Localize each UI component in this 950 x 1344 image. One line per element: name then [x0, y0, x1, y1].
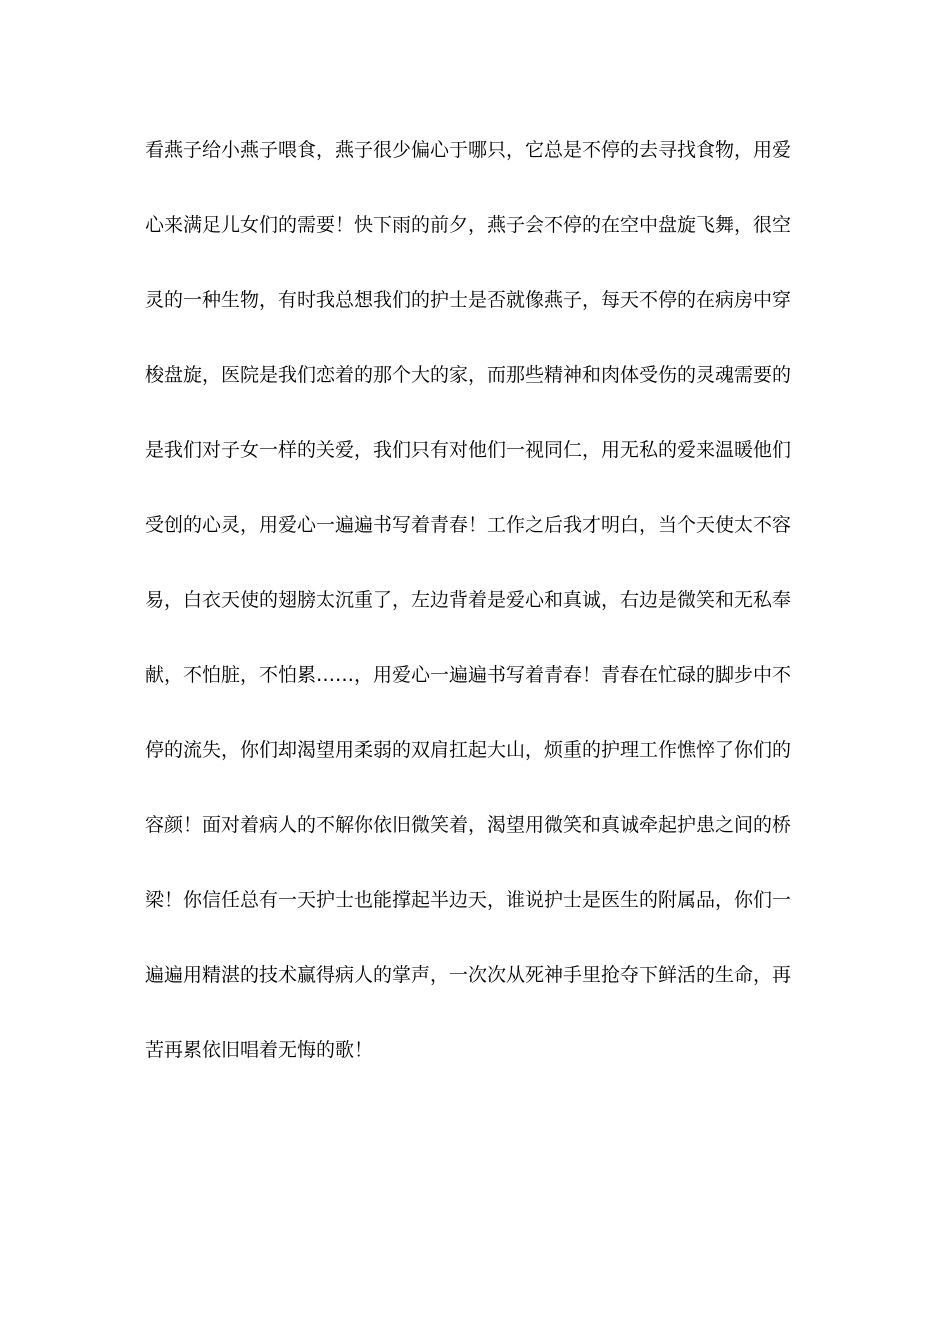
paragraph-line: 梁！你信任总有一天护士也能撑起半边天，谁说护士是医生的附属品，你们一	[145, 889, 792, 911]
paragraph-line: 易，白衣天使的翅膀太沉重了，左边背着是爱心和真诚，右边是微笑和无私奉	[145, 589, 792, 611]
paragraph-line: 遍遍用精湛的技术赢得病人的掌声，一次次从死神手里抢夺下鲜活的生命，再	[145, 964, 792, 986]
paragraph-line: 容颜！面对着病人的不解你依旧微笑着，渴望用微笑和真诚牵起护患之间的桥	[145, 814, 792, 836]
paragraph-line: 受创的心灵，用爱心一遍遍书写着青春！工作之后我才明白，当个天使太不容	[145, 514, 792, 536]
paragraph-line: 梭盘旋，医院是我们恋着的那个大的家，而那些精神和肉体受伤的灵魂需要的	[145, 364, 792, 386]
paragraph-line: 停的流失，你们却渴望用柔弱的双肩扛起大山，烦重的护理工作憔悴了你们的	[145, 739, 792, 761]
paragraph-line: 苦再累依旧唱着无悔的歌！	[145, 1039, 374, 1061]
paragraph-line: 心来满足儿女们的需要！快下雨的前夕，燕子会不停的在空中盘旋飞舞，很空	[145, 214, 792, 236]
paragraph-line: 献，不怕脏，不怕累……，用爱心一遍遍书写着青春！青春在忙碌的脚步中不	[145, 664, 792, 686]
paragraph-line: 灵的一种生物，有时我总想我们的护士是否就像燕子，每天不停的在病房中穿	[145, 289, 792, 311]
body-paragraph	[145, 132, 805, 1070]
paragraph-line: 看燕子给小燕子喂食，燕子很少偏心于哪只，它总是不停的去寻找食物，用爱	[145, 139, 792, 161]
paragraph-line: 是我们对子女一样的关爱，我们只有对他们一视同仁，用无私的爱来温暖他们	[145, 439, 792, 461]
